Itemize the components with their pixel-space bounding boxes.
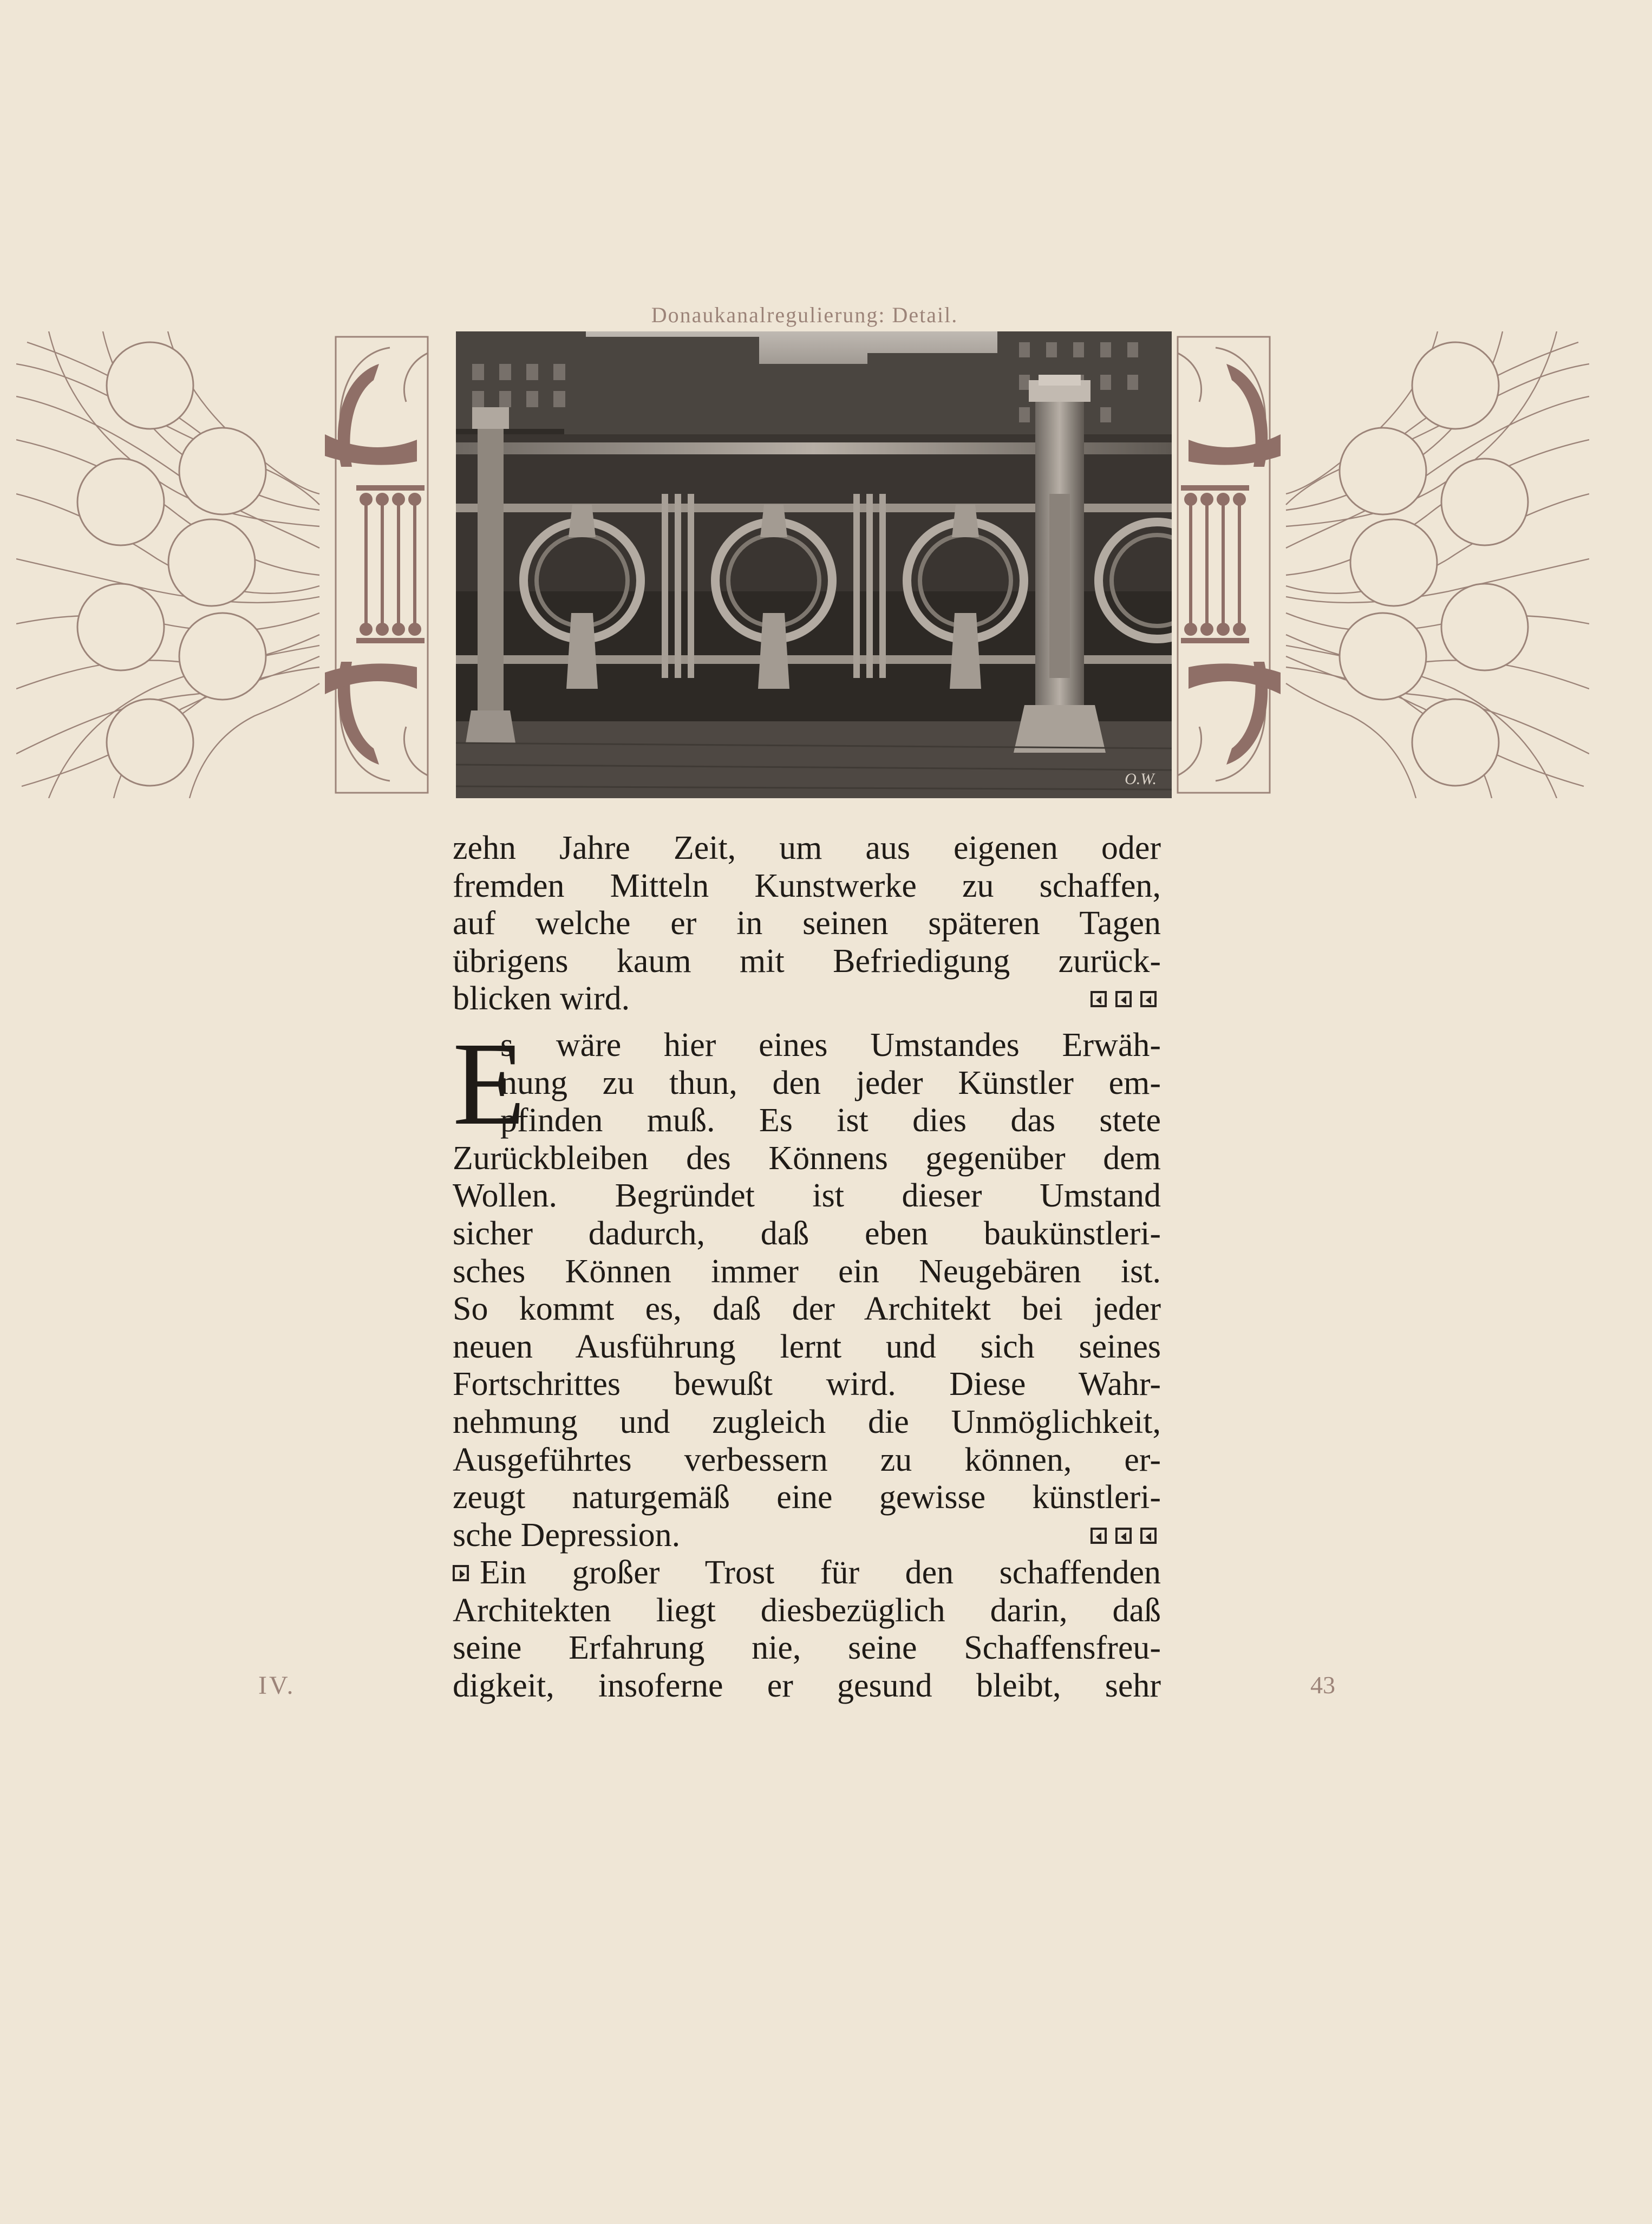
- railing-photo-graphic: [456, 331, 1172, 798]
- text-line-content: blicken wird.: [453, 980, 630, 1018]
- text-line-content: sche Depression.: [453, 1516, 681, 1554]
- text-line: neuen Ausführung lernt und sich seines: [453, 1328, 1161, 1365]
- triangle-mark-icon: [1140, 1528, 1157, 1544]
- end-ornament-marks: [1091, 1517, 1161, 1555]
- triangle-mark-icon: [1115, 1528, 1132, 1544]
- ornamental-banner: [16, 331, 1589, 798]
- text-line-with-start-mark: [453, 1554, 1161, 1592]
- photo-signature: O.W.: [1125, 770, 1157, 788]
- text-line: auf welche er in seinen späteren Tagen: [453, 905, 1161, 942]
- paragraph-1: [453, 830, 1161, 1018]
- triangle-mark-icon: [1140, 991, 1157, 1007]
- triangle-mark-icon: [1115, 991, 1132, 1007]
- text-line: sicher dadurch, daß eben baukünstleri-: [453, 1215, 1161, 1252]
- text-line: So kommt es, daß der Architekt bei jeder: [453, 1290, 1161, 1328]
- paragraph-3: [453, 1554, 1161, 1705]
- signature-mark: IV.: [258, 1671, 296, 1700]
- text-line: zeugt naturgemäß eine gewisse künstleri-: [453, 1479, 1161, 1516]
- text-line: Fortschrittes bewußt wird. Diese Wahr-: [453, 1366, 1161, 1403]
- text-line: s wäre hier eines Umstandes Erwäh-: [500, 1027, 1161, 1064]
- right-ornament: [1172, 331, 1589, 798]
- text-line: zehn Jahre Zeit, um aus eigenen oder: [453, 830, 1161, 866]
- text-line: übrigens kaum mit Befriedigung zurück-: [453, 942, 1161, 980]
- text-line: nung zu thun, den jeder Künstler em-: [500, 1064, 1161, 1101]
- image-caption: Donaukanalregulierung: Detail.: [651, 303, 958, 327]
- text-line: seine Erfahrung nie, seine Schaffensfreu-: [453, 1629, 1161, 1667]
- text-line-content: Ein großer Trost für den schaffenden: [480, 1554, 1161, 1591]
- bridge-railing-photograph: [456, 331, 1172, 798]
- triangle-mark-icon: [1091, 991, 1107, 1007]
- text-line: Ausgeführtes verbessern zu können, er-: [453, 1441, 1161, 1478]
- text-line: pfinden muß. Es ist dies das stete: [500, 1102, 1161, 1139]
- page-number: 43: [1310, 1671, 1335, 1699]
- text-line: fremden Mitteln Kunstwerke zu schaffen,: [453, 867, 1161, 904]
- paragraph-2: [453, 1018, 1161, 1554]
- triangle-mark-icon: [1091, 1528, 1107, 1544]
- text-line: Wollen. Begründet ist dieser Umstand: [453, 1177, 1161, 1215]
- text-line: sches Können immer ein Neugebären ist.: [453, 1253, 1161, 1290]
- paragraph-start-mark-icon: [453, 1565, 469, 1581]
- text-line-with-end-marks: [453, 1517, 1161, 1555]
- left-ornament: [16, 331, 433, 798]
- text-line: nehmung und zugleich die Unmöglichkeit,: [453, 1403, 1161, 1440]
- text-line: Zurückbleiben des Könnens gegenüber dem: [453, 1139, 1161, 1177]
- text-line: Architekten liegt diesbezüglich darin, daß: [453, 1592, 1161, 1629]
- end-ornament-marks: [1091, 980, 1161, 1018]
- text-line-with-end-marks: [453, 980, 1161, 1018]
- drop-cap: E: [453, 1018, 526, 1150]
- text-line: digkeit, insoferne er gesund bleibt, sehr: [453, 1667, 1161, 1704]
